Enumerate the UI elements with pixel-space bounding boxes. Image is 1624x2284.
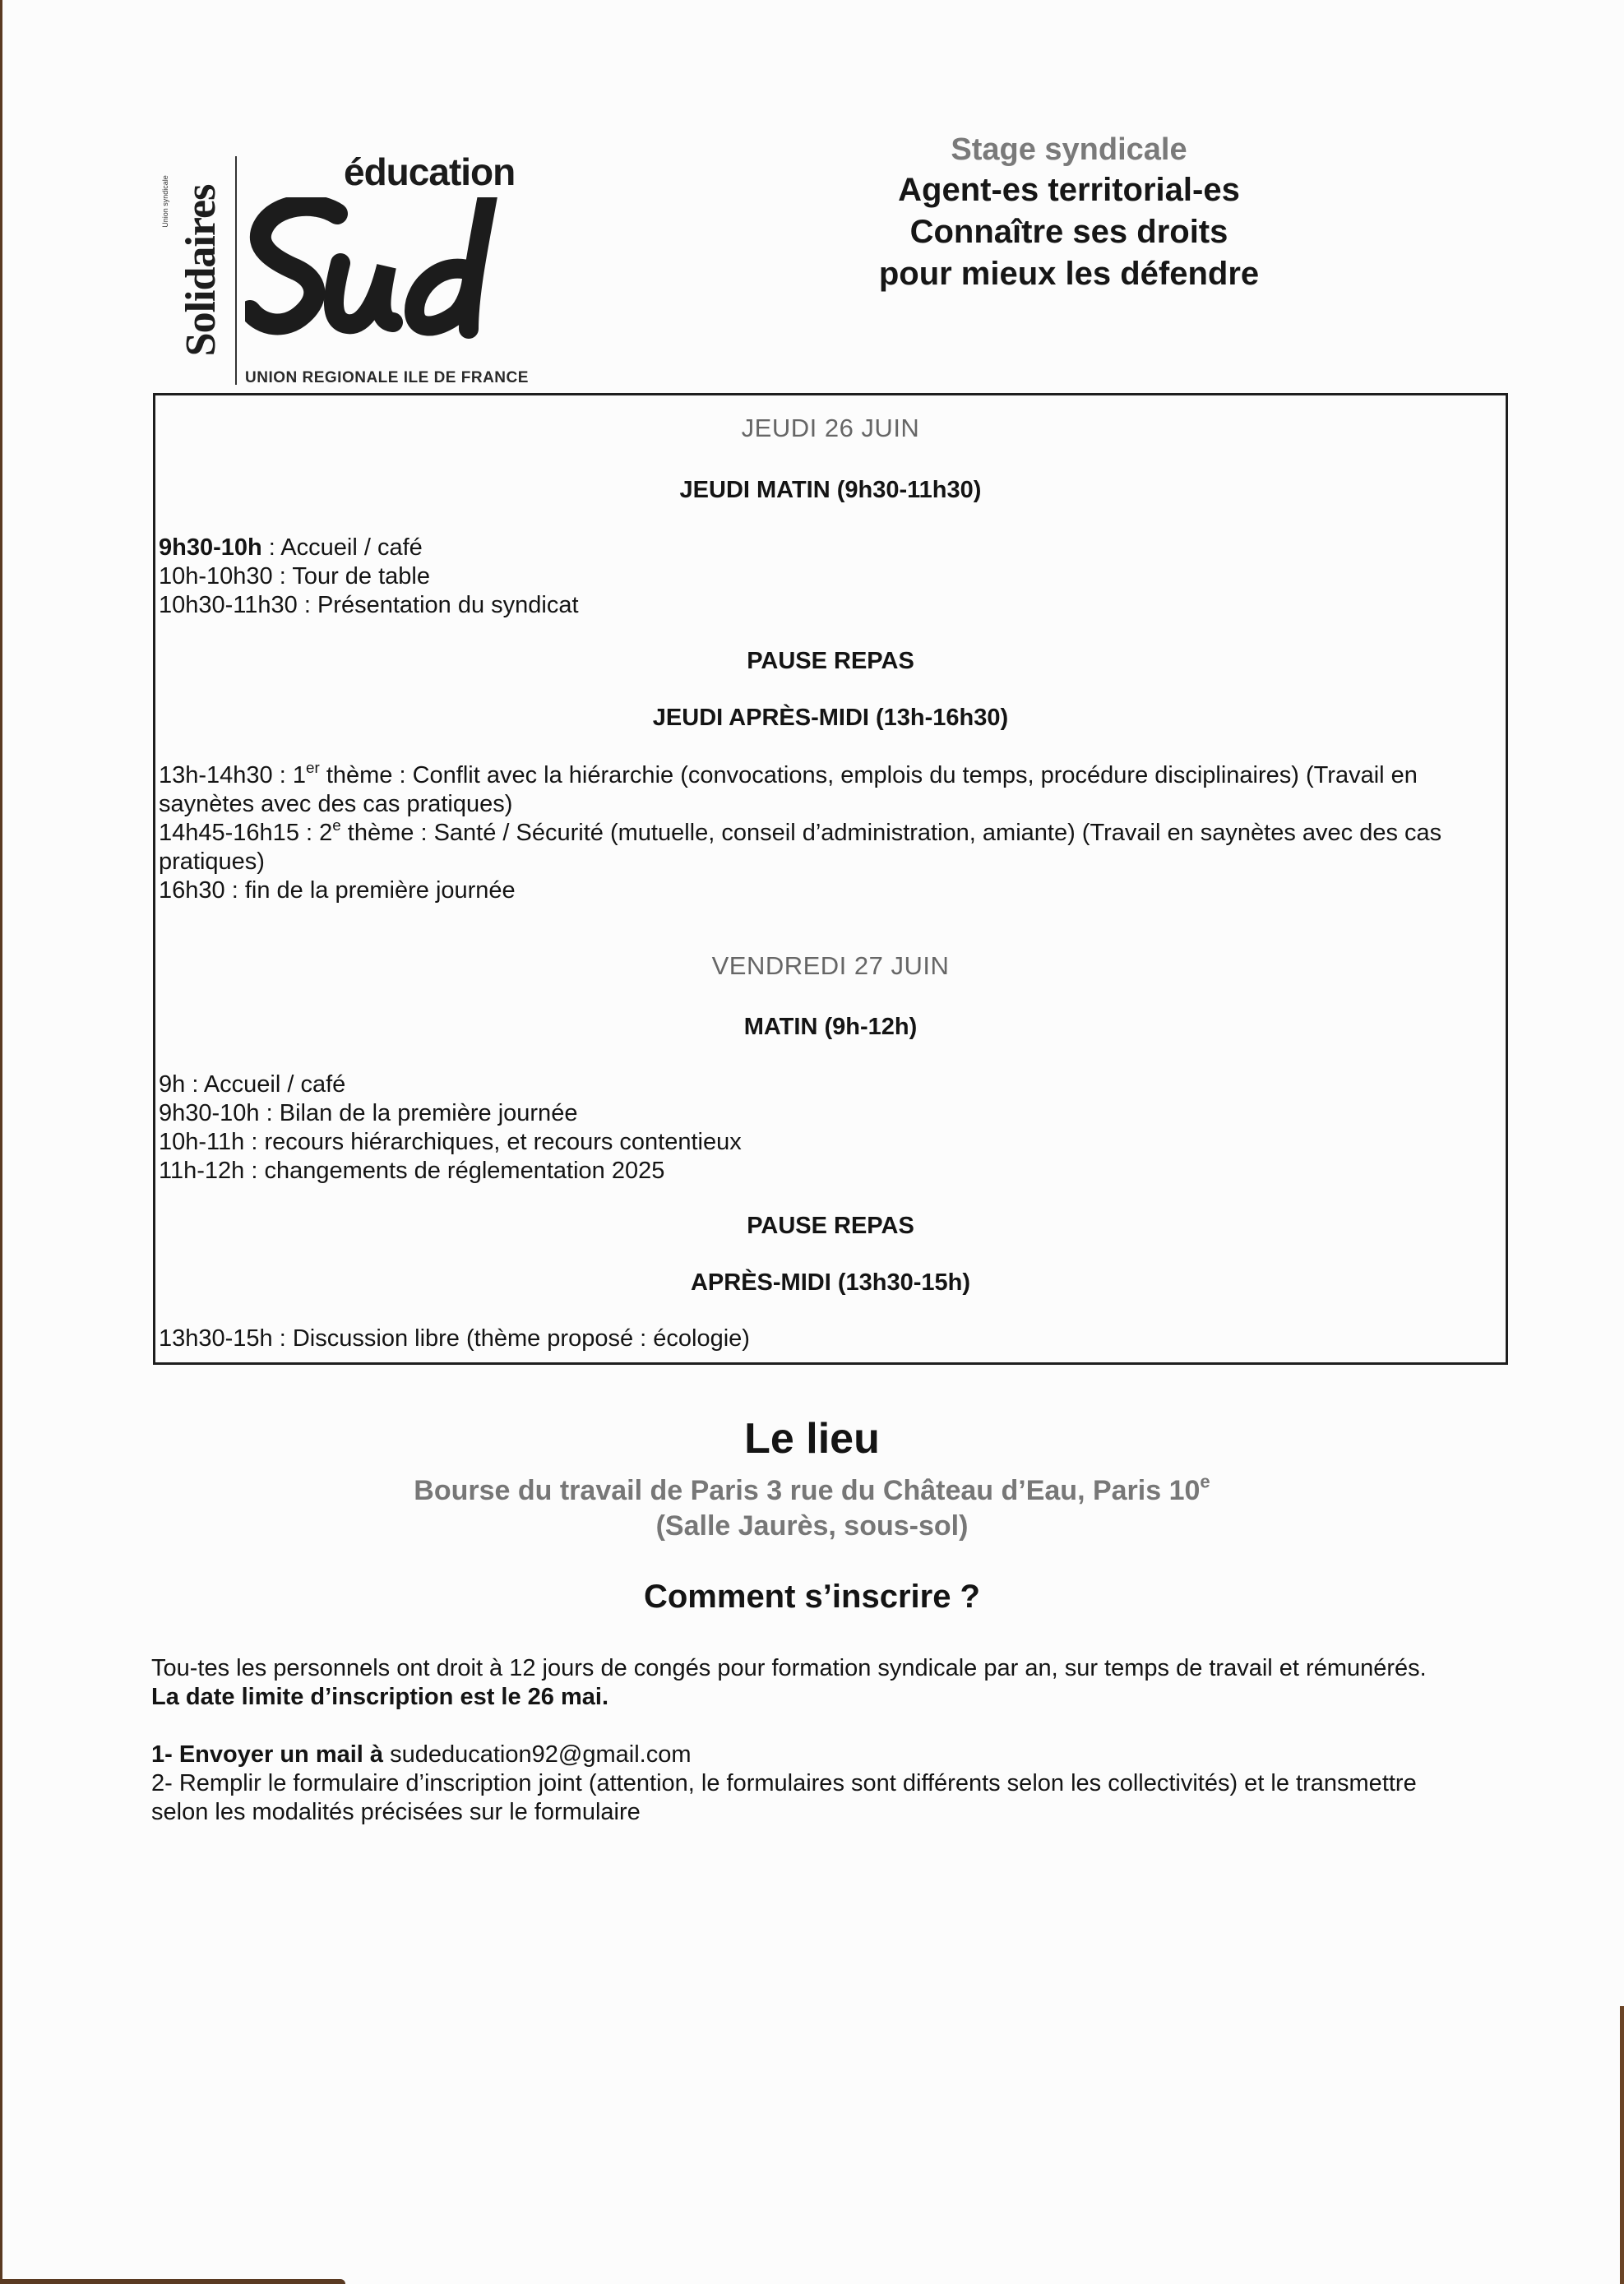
schedule-text: : Discussion libre (thème proposé : écologie) [272, 1325, 750, 1352]
venue-address-text: Bourse du travail de Paris 3 rue du Château d’Eau, Paris 10 [414, 1475, 1201, 1506]
spacer [151, 1712, 1450, 1741]
schedule-row [159, 1157, 1491, 1186]
registration-body [151, 1654, 1450, 1827]
schedule-ordinal: : 1 [272, 762, 306, 788]
schedule-time: 10h-10h30 [159, 563, 273, 589]
schedule-row [159, 562, 1491, 591]
registration-step-2: 2- Remplir le formulaire d’inscription joint (attention, le formulaires sont différents selon les collectivités) et le transmettre selon les modalités précisées sur le formulaire [151, 1770, 1417, 1825]
solidaires-tagline-column [156, 164, 174, 238]
day2-lunch-break: PAUSE REPAS [747, 1213, 914, 1239]
schedule-row [159, 758, 1491, 819]
day1-lunch-break: PAUSE REPAS [747, 648, 914, 674]
schedule-row [159, 1099, 1491, 1128]
venue-address-block [0, 1473, 1624, 1544]
solidaires-wordmark: Solidaires [178, 184, 224, 357]
schedule-time: 16h30 [159, 877, 225, 904]
registration-title: Comment s’inscrire ? [643, 1579, 980, 1615]
schedule-row [159, 1070, 1491, 1099]
day1-morning-list [159, 534, 1491, 620]
schedule-time: 13h-14h30 [159, 762, 273, 788]
day1-afternoon-list [159, 758, 1491, 905]
schedule-time: 13h30-15h [159, 1325, 273, 1352]
day1-afternoon-title: JEUDI APRÈS-MIDI (13h-16h30) [652, 705, 1009, 731]
registration-deadline: La date limite d’inscription est le 26 mai. [151, 1684, 608, 1710]
schedule-text: : Tour de table [272, 563, 431, 589]
schedule-time: 9h [159, 1071, 186, 1098]
venue-address [0, 1473, 1624, 1509]
arrondissement-suffix: e [1200, 1471, 1210, 1492]
schedule-time: 9h30-10h [159, 1100, 260, 1126]
day2-morning-list [159, 1070, 1491, 1186]
ordinal-suffix: e [332, 816, 341, 834]
schedule-text: : Bilan de la première journée [259, 1100, 578, 1126]
schedule-row [159, 534, 1491, 562]
title-block [789, 130, 1349, 295]
contact-email-link[interactable]: sudeducation92@gmail.com [390, 1741, 692, 1768]
day1-title: JEUDI 26 JUIN [741, 414, 920, 442]
sud-education-logo [156, 148, 600, 395]
schedule-ordinal: : 2 [298, 820, 333, 846]
logo-divider [235, 156, 237, 385]
scan-edge-right [1620, 2006, 1624, 2284]
registration-intro: Tou-tes les personnels ont droit à 12 jours de congés pour formation syndicale par an, sur temps de travail et rémunérés. [151, 1655, 1427, 1681]
venue-room: (Salle Jaurès, sous-sol) [655, 1510, 969, 1542]
schedule-text: thème : Conflit avec la hiérarchie (convocations, emplois du temps, procédure disciplinaires) (Travail en saynètes avec des cas pratiques) [159, 762, 1418, 817]
schedule-row [159, 876, 1491, 905]
venue-title: Le lieu [744, 1415, 880, 1463]
title-kicker: Stage syndicale [951, 132, 1187, 167]
schedule-time: 10h30-11h30 [159, 592, 298, 618]
sud-logo-art [245, 148, 600, 395]
ordinal-suffix: er [306, 758, 320, 776]
step-1-label: 1- Envoyer un mail à [151, 1741, 391, 1768]
scan-edge-bottom [0, 2279, 345, 2284]
schedule-text: : Présentation du syndicat [297, 592, 579, 618]
schedule-time: 14h45-16h15 [159, 820, 299, 846]
schedule-text: : Accueil / café [261, 534, 423, 561]
schedule-row [159, 591, 1491, 620]
sud-script-logo-icon [245, 197, 600, 362]
schedule-text: : Accueil / café [185, 1071, 346, 1098]
schedule-row [159, 816, 1491, 876]
scan-edge-left [0, 0, 2, 2284]
registration-step-1 [151, 1741, 1450, 1769]
schedule-time: 10h-11h [159, 1129, 245, 1155]
solidaires-wordmark-column [176, 156, 227, 385]
day1-morning-title: JEUDI MATIN (9h30-11h30) [679, 477, 982, 503]
schedule-row [159, 1128, 1491, 1157]
day2-morning-title: MATIN (9h-12h) [743, 1014, 918, 1040]
title-line-3: pour mieux les défendre [878, 256, 1260, 292]
schedule-text: : fin de la première journée [224, 877, 516, 904]
schedule-row [159, 1325, 1491, 1353]
day2-afternoon-title: APRÈS-MIDI (13h30-15h) [690, 1269, 970, 1296]
logo-education-text: éducation [344, 150, 516, 193]
schedule-text: thème : Santé / Sécurité (mutuelle, conseil d’administration, amiante) (Travail en saynètes avec des cas pratiques) [159, 820, 1442, 875]
schedule-text: : changements de réglementation 2025 [244, 1158, 665, 1184]
title-line-2: Connaître ses droits [909, 214, 1228, 250]
solidaires-tagline: Union syndicale [161, 175, 169, 228]
day2-title: VENDREDI 27 JUIN [711, 951, 950, 980]
schedule-time: 9h30-10h [159, 534, 262, 561]
title-line-1: Agent-es territorial-es [898, 172, 1240, 208]
schedule-time: 11h-12h [159, 1158, 245, 1184]
schedule-text: : recours hiérarchiques, et recours contentieux [244, 1129, 742, 1155]
day2-afternoon-list [159, 1325, 1491, 1353]
logo-union-text: UNION REGIONALE ILE DE FRANCE [245, 369, 529, 386]
program-box [153, 393, 1508, 1365]
